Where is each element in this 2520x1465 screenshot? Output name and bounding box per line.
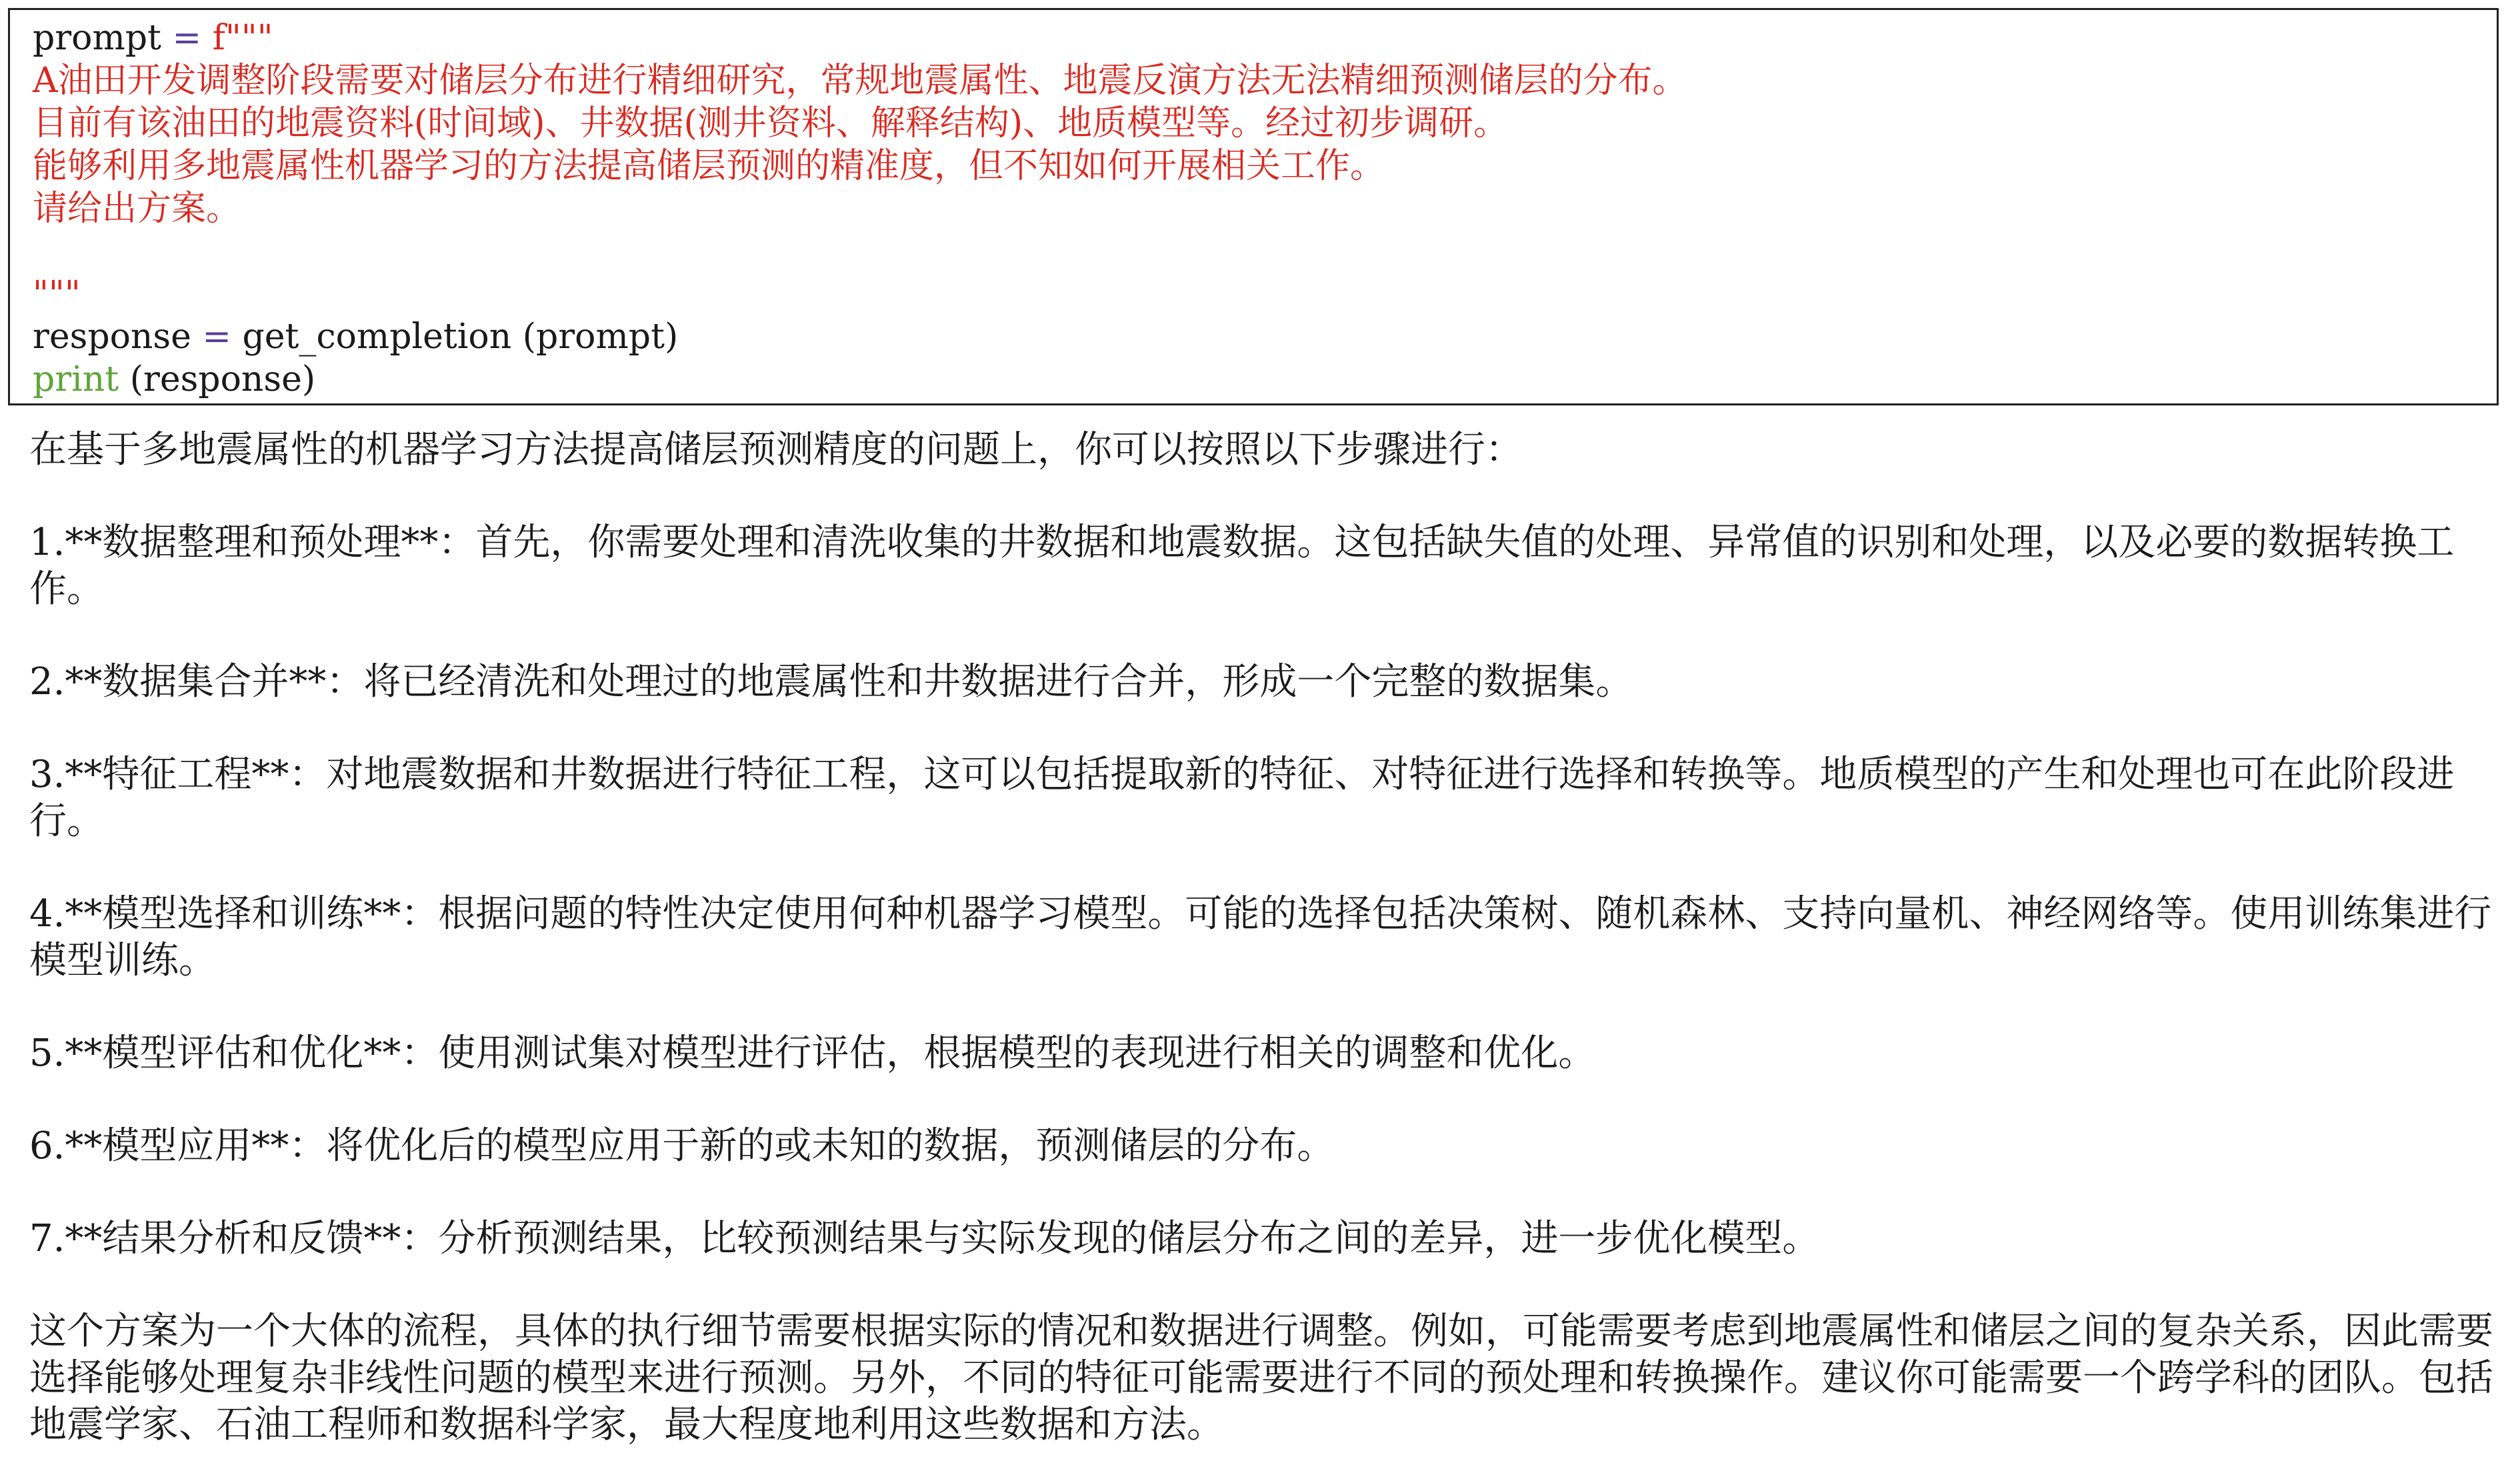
response-text	[29, 427, 2496, 1448]
prompt-text-line: 请给出方案。	[33, 189, 241, 229]
assign-operator: =	[191, 317, 243, 357]
response-step: 3.**特征工程**：对地震数据和井数据进行特征工程，这可以包括提取新的特征、对特征进行选择和转换等。地质模型的产生和处理也可在此阶段进行。	[29, 753, 2455, 843]
response-step: 4.**模型选择和训练**：根据问题的特性决定使用何种机器学习模型。可能的选择包括决策树、随机森林、支持向量机、神经网络等。使用训练集进行模型训练。	[29, 892, 2492, 982]
print-line	[33, 358, 2497, 401]
response-step: 2.**数据集合并**：将已经清洗和处理过的地震属性和井数据进行合并，形成一个完整的数据集。	[29, 660, 1633, 703]
response-step: 5.**模型评估和优化**：使用测试集对模型进行评估，根据模型的表现进行相关的调整和优化。	[29, 1032, 1596, 1075]
fstring-close: """	[33, 274, 81, 314]
prompt-assignment-line	[33, 17, 2497, 59]
assign-operator: =	[161, 18, 213, 58]
response-conclusion: 这个方案为一个大体的流程，具体的执行细节需要根据实际的情况和数据进行调整。例如，可能需要考虑到地震属性和储层之间的复杂关系，因此需要选择能够处理复杂非线性问题的模型来进行预测。另外，不同的特征可能需要进行不同的预处理和转换操作。建议你可能需要一个跨学科的团队。包括地震学家、石油工程师和数据科学家，最大程度地利用这些数据和方法。	[29, 1310, 2493, 1446]
response-assignment-line	[33, 315, 2497, 358]
response-step: 7.**结果分析和反馈**：分析预测结果，比较预测结果与实际发现的储层分布之间的差异，进一步优化模型。	[29, 1217, 1820, 1260]
fstring-open: f"""	[212, 18, 273, 58]
response-step: 6.**模型应用**：将优化后的模型应用于新的或未知的数据，预测储层的分布。	[29, 1124, 1335, 1168]
print-keyword: print	[33, 359, 119, 399]
prompt-text-line: 能够利用多地震属性机器学习的方法提高储层预测的精准度，但不知如何开展相关工作。	[33, 146, 1385, 186]
print-args: (response)	[119, 359, 316, 399]
response-intro: 在基于多地震属性的机器学习方法提高储层预测精度的问题上，你可以按照以下步骤进行：	[29, 428, 1523, 471]
prompt-variable: prompt	[33, 18, 161, 58]
prompt-text-line: A油田开发调整阶段需要对储层分布进行精细研究，常规地震属性、地震反演方法无法精细预测储层的分布。	[33, 61, 1687, 101]
code-block	[8, 8, 2499, 405]
response-variable: response	[33, 317, 191, 357]
function-call: get_completion (prompt)	[242, 317, 679, 357]
response-step: 1.**数据整理和预处理**：首先，你需要处理和清洗收集的井数据和地震数据。这包括缺失值的处理、异常值的识别和处理，以及必要的数据转换工作。	[29, 521, 2455, 611]
prompt-text-line: 目前有该油田的地震资料(时间域)、井数据(测井资料、解释结构)、地质模型等。经过初步调研。	[33, 103, 1509, 143]
code-blank-line	[33, 230, 2497, 273]
